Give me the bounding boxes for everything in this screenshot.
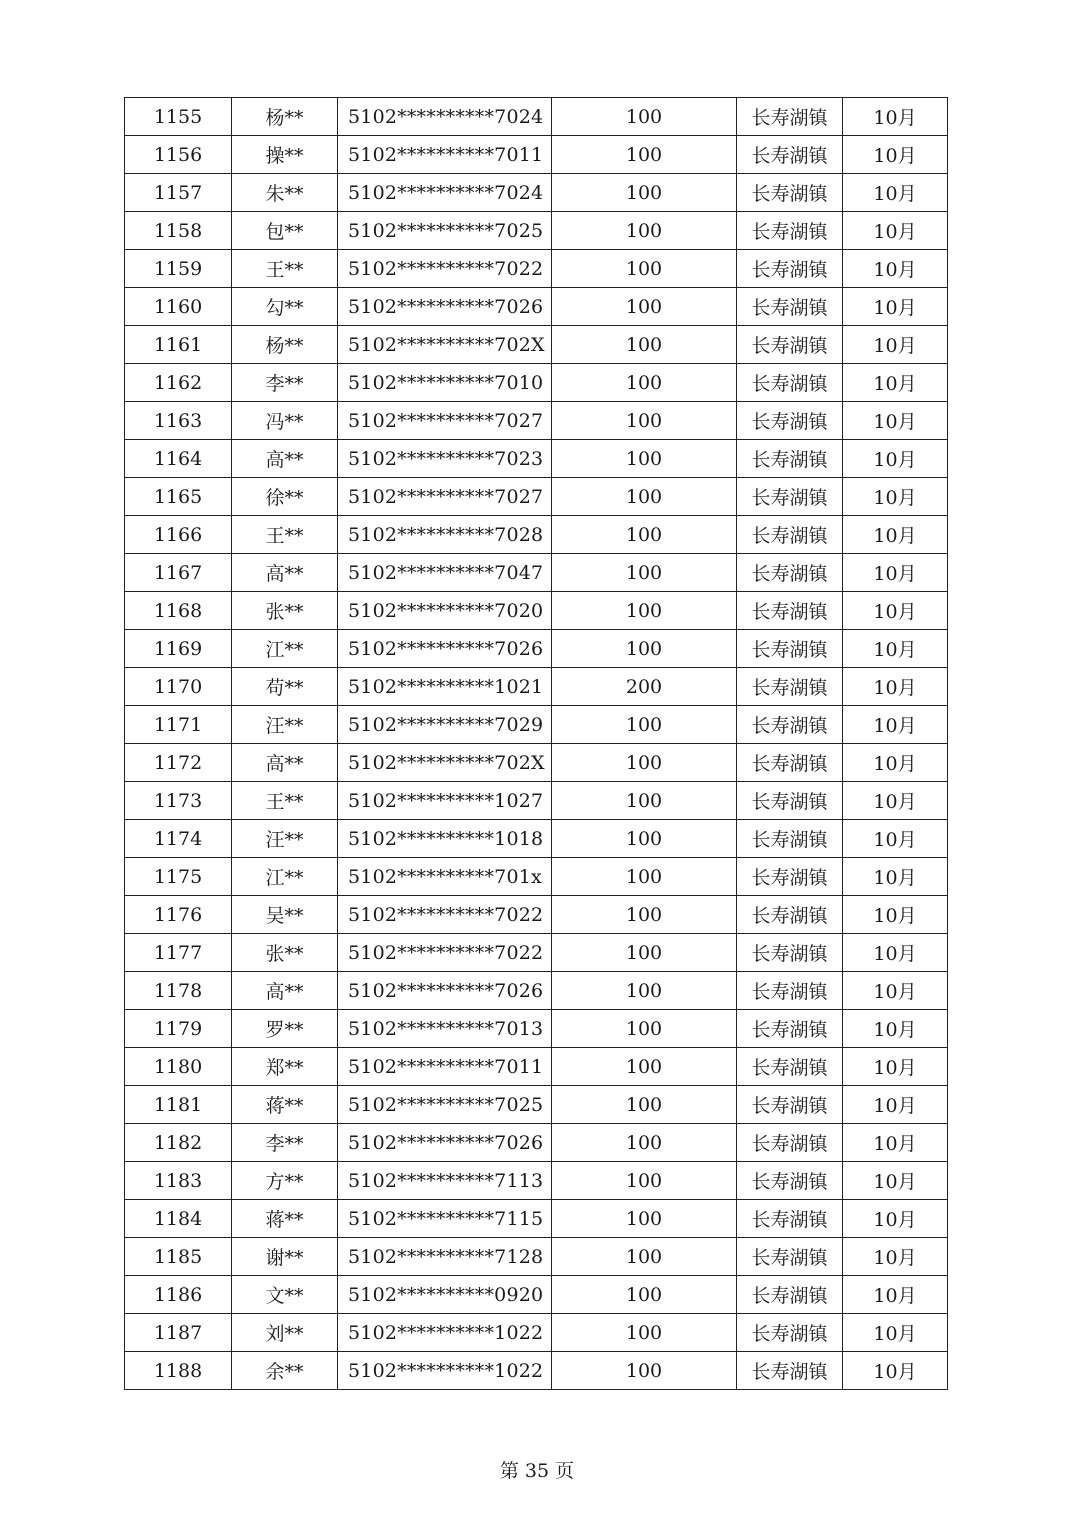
id-number-cell: 5102**********7026: [338, 630, 552, 668]
name-cell: 徐**: [232, 478, 338, 516]
id-number-cell: 5102**********7011: [338, 1048, 552, 1086]
amount-cell: 100: [552, 554, 737, 592]
month-cell: 10月: [843, 630, 948, 668]
month-cell: 10月: [843, 782, 948, 820]
town-cell: 长寿湖镇: [737, 440, 843, 478]
table-row: [125, 402, 948, 440]
table-row: [125, 478, 948, 516]
row-number-cell: 1174: [125, 820, 232, 858]
town-cell: 长寿湖镇: [737, 250, 843, 288]
id-number-cell: 5102**********7047: [338, 554, 552, 592]
table-row: [125, 630, 948, 668]
table-row: [125, 250, 948, 288]
row-number-cell: 1185: [125, 1238, 232, 1276]
row-number-cell: 1183: [125, 1162, 232, 1200]
amount-cell: 100: [552, 744, 737, 782]
name-cell: 郑**: [232, 1048, 338, 1086]
id-number-cell: 5102**********7026: [338, 972, 552, 1010]
town-cell: 长寿湖镇: [737, 1086, 843, 1124]
records-table: [124, 97, 948, 1390]
id-number-cell: 5102**********7024: [338, 98, 552, 136]
town-cell: 长寿湖镇: [737, 174, 843, 212]
id-number-cell: 5102**********7028: [338, 516, 552, 554]
row-number-cell: 1172: [125, 744, 232, 782]
table-row: [125, 1010, 948, 1048]
id-number-cell: 5102**********7029: [338, 706, 552, 744]
row-number-cell: 1181: [125, 1086, 232, 1124]
table-row: [125, 972, 948, 1010]
amount-cell: 100: [552, 896, 737, 934]
id-number-cell: 5102**********7027: [338, 402, 552, 440]
month-cell: 10月: [843, 288, 948, 326]
month-cell: 10月: [843, 896, 948, 934]
id-number-cell: 5102**********7023: [338, 440, 552, 478]
id-number-cell: 5102**********7128: [338, 1238, 552, 1276]
month-cell: 10月: [843, 668, 948, 706]
town-cell: 长寿湖镇: [737, 1352, 843, 1390]
id-number-cell: 5102**********7013: [338, 1010, 552, 1048]
id-number-cell: 5102**********0920: [338, 1276, 552, 1314]
row-number-cell: 1187: [125, 1314, 232, 1352]
amount-cell: 100: [552, 972, 737, 1010]
name-cell: 汪**: [232, 820, 338, 858]
amount-cell: 100: [552, 478, 737, 516]
row-number-cell: 1161: [125, 326, 232, 364]
month-cell: 10月: [843, 478, 948, 516]
id-number-cell: 5102**********7024: [338, 174, 552, 212]
name-cell: 高**: [232, 440, 338, 478]
amount-cell: 100: [552, 212, 737, 250]
row-number-cell: 1165: [125, 478, 232, 516]
page-number: 第 35 页: [499, 1460, 575, 1482]
row-number-cell: 1156: [125, 136, 232, 174]
row-number-cell: 1186: [125, 1276, 232, 1314]
month-cell: 10月: [843, 1238, 948, 1276]
name-cell: 操**: [232, 136, 338, 174]
town-cell: 长寿湖镇: [737, 1276, 843, 1314]
month-cell: 10月: [843, 744, 948, 782]
id-number-cell: 5102**********7026: [338, 288, 552, 326]
name-cell: 方**: [232, 1162, 338, 1200]
amount-cell: 100: [552, 250, 737, 288]
name-cell: 江**: [232, 630, 338, 668]
row-number-cell: 1182: [125, 1124, 232, 1162]
town-cell: 长寿湖镇: [737, 1314, 843, 1352]
id-number-cell: 5102**********7022: [338, 896, 552, 934]
amount-cell: 100: [552, 364, 737, 402]
table-row: [125, 554, 948, 592]
month-cell: 10月: [843, 174, 948, 212]
table-row: [125, 1124, 948, 1162]
row-number-cell: 1184: [125, 1200, 232, 1238]
amount-cell: 200: [552, 668, 737, 706]
table-row: [125, 1352, 948, 1390]
month-cell: 10月: [843, 934, 948, 972]
amount-cell: 100: [552, 1162, 737, 1200]
id-number-cell: 5102**********7022: [338, 934, 552, 972]
name-cell: 王**: [232, 250, 338, 288]
name-cell: 李**: [232, 364, 338, 402]
town-cell: 长寿湖镇: [737, 1238, 843, 1276]
amount-cell: 100: [552, 1086, 737, 1124]
name-cell: 文**: [232, 1276, 338, 1314]
table-row: [125, 1276, 948, 1314]
town-cell: 长寿湖镇: [737, 326, 843, 364]
table-row: [125, 516, 948, 554]
id-number-cell: 5102**********7022: [338, 250, 552, 288]
row-number-cell: 1170: [125, 668, 232, 706]
name-cell: 高**: [232, 744, 338, 782]
id-number-cell: 5102**********7020: [338, 592, 552, 630]
id-number-cell: 5102**********1027: [338, 782, 552, 820]
name-cell: 罗**: [232, 1010, 338, 1048]
town-cell: 长寿湖镇: [737, 554, 843, 592]
month-cell: 10月: [843, 440, 948, 478]
month-cell: 10月: [843, 326, 948, 364]
name-cell: 刘**: [232, 1314, 338, 1352]
id-number-cell: 5102**********7025: [338, 1086, 552, 1124]
row-number-cell: 1159: [125, 250, 232, 288]
row-number-cell: 1188: [125, 1352, 232, 1390]
table-row: [125, 1086, 948, 1124]
town-cell: 长寿湖镇: [737, 782, 843, 820]
name-cell: 杨**: [232, 98, 338, 136]
name-cell: 王**: [232, 516, 338, 554]
table-row: [125, 706, 948, 744]
row-number-cell: 1155: [125, 98, 232, 136]
month-cell: 10月: [843, 972, 948, 1010]
table-row: [125, 820, 948, 858]
name-cell: 勾**: [232, 288, 338, 326]
month-cell: 10月: [843, 1162, 948, 1200]
row-number-cell: 1158: [125, 212, 232, 250]
town-cell: 长寿湖镇: [737, 934, 843, 972]
town-cell: 长寿湖镇: [737, 896, 843, 934]
town-cell: 长寿湖镇: [737, 1010, 843, 1048]
id-number-cell: 5102**********1022: [338, 1352, 552, 1390]
month-cell: 10月: [843, 402, 948, 440]
amount-cell: 100: [552, 1352, 737, 1390]
town-cell: 长寿湖镇: [737, 820, 843, 858]
table-row: [125, 364, 948, 402]
month-cell: 10月: [843, 554, 948, 592]
row-number-cell: 1180: [125, 1048, 232, 1086]
table-row: [125, 1200, 948, 1238]
town-cell: 长寿湖镇: [737, 1048, 843, 1086]
name-cell: 王**: [232, 782, 338, 820]
amount-cell: 100: [552, 136, 737, 174]
month-cell: 10月: [843, 820, 948, 858]
town-cell: 长寿湖镇: [737, 592, 843, 630]
row-number-cell: 1173: [125, 782, 232, 820]
table-row: [125, 858, 948, 896]
month-cell: 10月: [843, 858, 948, 896]
row-number-cell: 1169: [125, 630, 232, 668]
town-cell: 长寿湖镇: [737, 478, 843, 516]
table-row: [125, 440, 948, 478]
amount-cell: 100: [552, 1048, 737, 1086]
month-cell: 10月: [843, 212, 948, 250]
amount-cell: 100: [552, 1200, 737, 1238]
name-cell: 谢**: [232, 1238, 338, 1276]
month-cell: 10月: [843, 1124, 948, 1162]
name-cell: 蒋**: [232, 1086, 338, 1124]
town-cell: 长寿湖镇: [737, 744, 843, 782]
id-number-cell: 5102**********702X: [338, 326, 552, 364]
row-number-cell: 1177: [125, 934, 232, 972]
id-number-cell: 5102**********701x: [338, 858, 552, 896]
month-cell: 10月: [843, 98, 948, 136]
id-number-cell: 5102**********1021: [338, 668, 552, 706]
amount-cell: 100: [552, 782, 737, 820]
town-cell: 长寿湖镇: [737, 136, 843, 174]
id-number-cell: 5102**********7010: [338, 364, 552, 402]
id-number-cell: 5102**********7026: [338, 1124, 552, 1162]
amount-cell: 100: [552, 440, 737, 478]
name-cell: 余**: [232, 1352, 338, 1390]
town-cell: 长寿湖镇: [737, 1200, 843, 1238]
id-number-cell: 5102**********7115: [338, 1200, 552, 1238]
table-row: [125, 326, 948, 364]
month-cell: 10月: [843, 1010, 948, 1048]
row-number-cell: 1166: [125, 516, 232, 554]
amount-cell: 100: [552, 592, 737, 630]
table-row: [125, 668, 948, 706]
row-number-cell: 1162: [125, 364, 232, 402]
town-cell: 长寿湖镇: [737, 1162, 843, 1200]
id-number-cell: 5102**********7113: [338, 1162, 552, 1200]
table-row: [125, 212, 948, 250]
month-cell: 10月: [843, 1200, 948, 1238]
amount-cell: 100: [552, 326, 737, 364]
town-cell: 长寿湖镇: [737, 1124, 843, 1162]
amount-cell: 100: [552, 1124, 737, 1162]
row-number-cell: 1178: [125, 972, 232, 1010]
month-cell: 10月: [843, 250, 948, 288]
town-cell: 长寿湖镇: [737, 516, 843, 554]
name-cell: 江**: [232, 858, 338, 896]
town-cell: 长寿湖镇: [737, 288, 843, 326]
row-number-cell: 1171: [125, 706, 232, 744]
name-cell: 李**: [232, 1124, 338, 1162]
month-cell: 10月: [843, 364, 948, 402]
name-cell: 冯**: [232, 402, 338, 440]
town-cell: 长寿湖镇: [737, 630, 843, 668]
month-cell: 10月: [843, 516, 948, 554]
amount-cell: 100: [552, 1314, 737, 1352]
month-cell: 10月: [843, 136, 948, 174]
town-cell: 长寿湖镇: [737, 706, 843, 744]
table-row: [125, 934, 948, 972]
name-cell: 苟**: [232, 668, 338, 706]
id-number-cell: 5102**********702X: [338, 744, 552, 782]
amount-cell: 100: [552, 1010, 737, 1048]
amount-cell: 100: [552, 98, 737, 136]
amount-cell: 100: [552, 820, 737, 858]
row-number-cell: 1164: [125, 440, 232, 478]
row-number-cell: 1160: [125, 288, 232, 326]
name-cell: 汪**: [232, 706, 338, 744]
month-cell: 10月: [843, 1276, 948, 1314]
id-number-cell: 5102**********7027: [338, 478, 552, 516]
amount-cell: 100: [552, 630, 737, 668]
row-number-cell: 1179: [125, 1010, 232, 1048]
amount-cell: 100: [552, 934, 737, 972]
town-cell: 长寿湖镇: [737, 972, 843, 1010]
row-number-cell: 1167: [125, 554, 232, 592]
table-row: [125, 288, 948, 326]
town-cell: 长寿湖镇: [737, 402, 843, 440]
name-cell: 蒋**: [232, 1200, 338, 1238]
row-number-cell: 1168: [125, 592, 232, 630]
id-number-cell: 5102**********1018: [338, 820, 552, 858]
table-row: [125, 1314, 948, 1352]
row-number-cell: 1176: [125, 896, 232, 934]
table-row: [125, 136, 948, 174]
amount-cell: 100: [552, 174, 737, 212]
month-cell: 10月: [843, 1314, 948, 1352]
id-number-cell: 5102**********7025: [338, 212, 552, 250]
town-cell: 长寿湖镇: [737, 668, 843, 706]
town-cell: 长寿湖镇: [737, 364, 843, 402]
table-row: [125, 98, 948, 136]
table-row: [125, 744, 948, 782]
table-row: [125, 782, 948, 820]
month-cell: 10月: [843, 706, 948, 744]
name-cell: 张**: [232, 592, 338, 630]
amount-cell: 100: [552, 858, 737, 896]
amount-cell: 100: [552, 288, 737, 326]
name-cell: 张**: [232, 934, 338, 972]
table-row: [125, 1048, 948, 1086]
table-row: [125, 896, 948, 934]
name-cell: 高**: [232, 972, 338, 1010]
amount-cell: 100: [552, 1238, 737, 1276]
table-row: [125, 1162, 948, 1200]
month-cell: 10月: [843, 1086, 948, 1124]
town-cell: 长寿湖镇: [737, 858, 843, 896]
month-cell: 10月: [843, 1048, 948, 1086]
town-cell: 长寿湖镇: [737, 98, 843, 136]
id-number-cell: 5102**********1022: [338, 1314, 552, 1352]
row-number-cell: 1157: [125, 174, 232, 212]
name-cell: 杨**: [232, 326, 338, 364]
name-cell: 朱**: [232, 174, 338, 212]
table-row: [125, 1238, 948, 1276]
row-number-cell: 1175: [125, 858, 232, 896]
amount-cell: 100: [552, 402, 737, 440]
records-table-body: [125, 98, 948, 1390]
month-cell: 10月: [843, 592, 948, 630]
table-row: [125, 174, 948, 212]
table-row: [125, 592, 948, 630]
name-cell: 高**: [232, 554, 338, 592]
id-number-cell: 5102**********7011: [338, 136, 552, 174]
name-cell: 吴**: [232, 896, 338, 934]
amount-cell: 100: [552, 706, 737, 744]
month-cell: 10月: [843, 1352, 948, 1390]
row-number-cell: 1163: [125, 402, 232, 440]
town-cell: 长寿湖镇: [737, 212, 843, 250]
amount-cell: 100: [552, 1276, 737, 1314]
amount-cell: 100: [552, 516, 737, 554]
name-cell: 包**: [232, 212, 338, 250]
